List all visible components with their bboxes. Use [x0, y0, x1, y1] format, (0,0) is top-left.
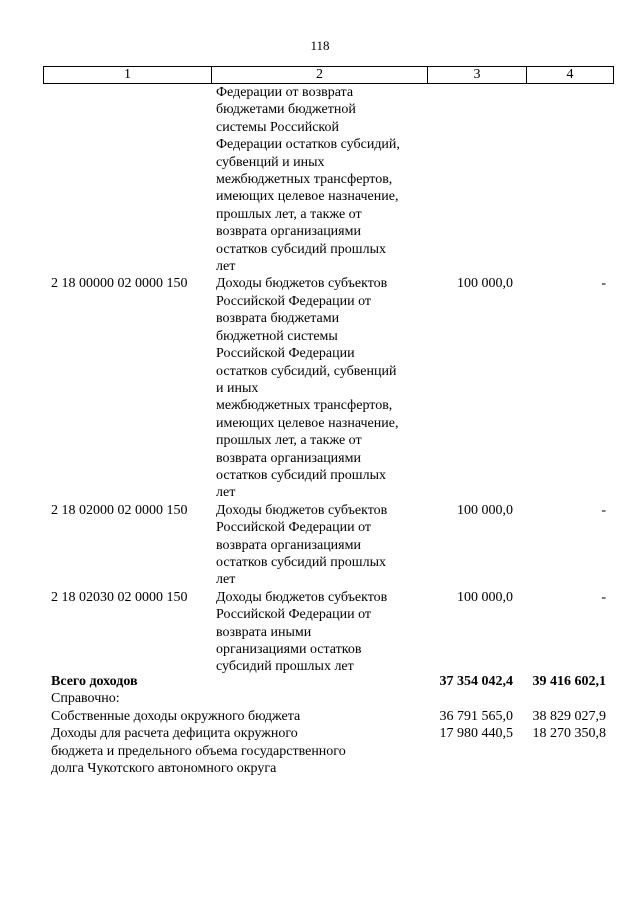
- table-row: [0, 84, 640, 275]
- total-value-col3: 37 354 042,4: [439, 674, 513, 689]
- own-revenue-col3: 36 791 565,0: [439, 708, 513, 724]
- row-description: Доходы бюджетов субъектов Российской Федерации от возврата бюджетами бюджетной системы Российской Федерации остатков субсидий, субвенций и иных межбюджетных трансфертов, имеющих целевое назначение, прошлых лет, а также от возврата организациями остатков субсидий прошлых лет: [216, 276, 399, 501]
- deficit-revenue-row: [0, 725, 640, 777]
- own-revenue-label: Собственные доходы окружного бюджета: [51, 708, 301, 724]
- row-description: Федерации от возврата бюджетами бюджетной системы Российской Федерации остатков субсидий, субвенций и иных межбюджетных трансфертов, имеющих целевое назначение, прошлых лет, а также от возврата организациями остатков субсидий прошлых лет: [216, 85, 400, 275]
- table-body: [0, 84, 640, 676]
- deficit-revenue-col4: 18 270 350,8: [532, 726, 606, 742]
- row-value-col4: -: [601, 589, 606, 605]
- total-row: [0, 673, 640, 690]
- row-description: Доходы бюджетов субъектов Российской Федерации от возврата организациями остатков субсидий прошлых лет: [216, 502, 388, 588]
- row-value-col3: 100 000,0: [457, 276, 513, 292]
- table-row: [0, 502, 640, 589]
- total-label: Всего доходов: [51, 674, 138, 689]
- totals-section: [0, 673, 640, 777]
- row-value-col4: -: [601, 502, 606, 518]
- row-value-col3: 100 000,0: [457, 589, 513, 605]
- row-description: Доходы бюджетов субъектов Российской Федерации от возврата иными организациями остатков субсидий прошлых лет: [216, 589, 388, 675]
- deficit-revenue-col3: 17 980 440,5: [439, 726, 513, 742]
- row-code: 2 18 00000 02 0000 150: [51, 276, 188, 292]
- row-value-col3: 100 000,0: [457, 502, 513, 518]
- header-col-1: 1: [44, 67, 212, 83]
- header-col-2: 2: [212, 67, 428, 83]
- own-revenue-row: [0, 708, 640, 725]
- row-value-col4: -: [601, 276, 606, 292]
- table-row: [0, 275, 640, 501]
- deficit-revenue-label: Доходы для расчета дефицита окружного бюджета и предельного объема государственного долга Чукотского автономного округа: [51, 726, 346, 776]
- row-code: 2 18 02000 02 0000 150: [51, 502, 188, 518]
- table-header: [43, 66, 614, 84]
- header-col-4: 4: [566, 67, 574, 82]
- table-row: [0, 589, 640, 676]
- reference-label: Справочно:: [51, 691, 120, 707]
- reference-row: [0, 690, 640, 707]
- own-revenue-col4: 38 829 027,9: [532, 708, 606, 724]
- header-col-3: 3: [428, 67, 527, 83]
- total-value-col4: 39 416 602,1: [532, 674, 606, 689]
- page-number: 118: [310, 38, 330, 53]
- row-code: 2 18 02030 02 0000 150: [51, 589, 188, 605]
